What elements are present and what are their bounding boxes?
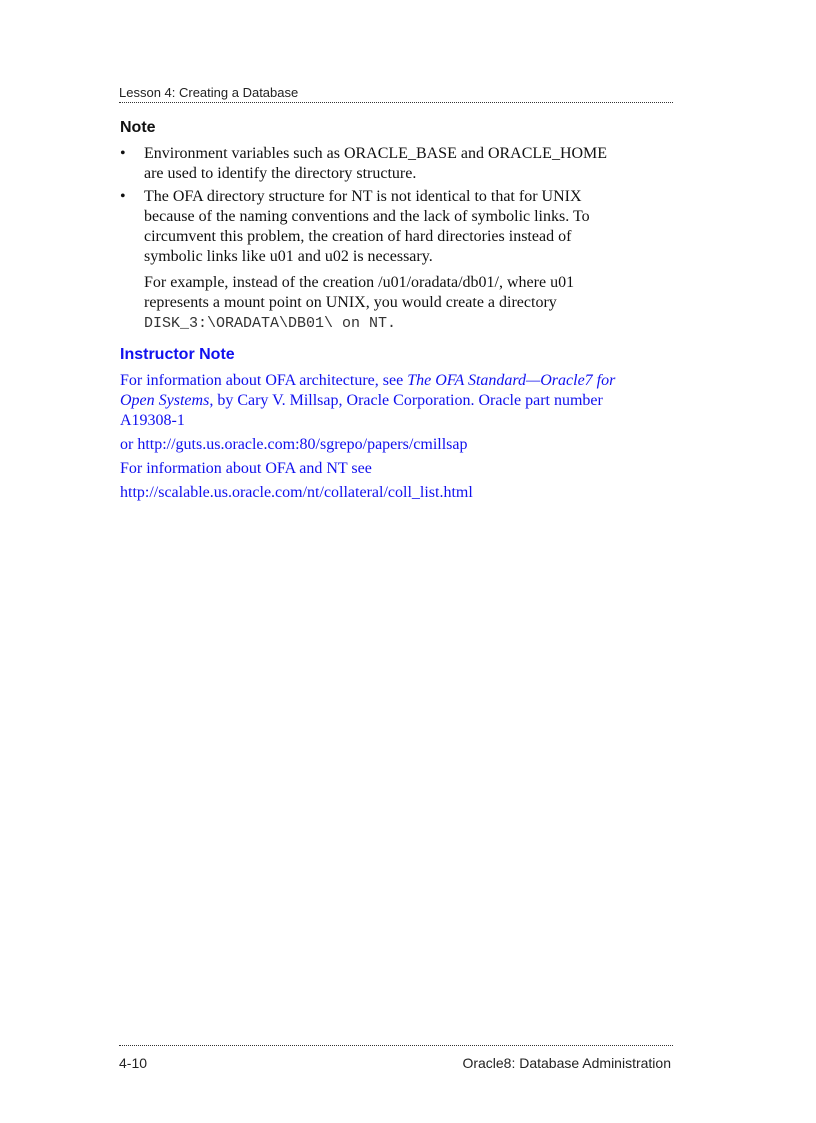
page-number: 4-10 (119, 1055, 148, 1071)
example-paragraph (144, 273, 620, 334)
instructor-paragraph-nt: For information about OFA and NT see (120, 460, 372, 477)
example-path: DISK_3:\ORADATA\DB01\ on NT. (144, 315, 397, 332)
cmillsap-link[interactable]: or http://guts.us.oracle.com:80/sgrepo/papers/cmillsap (120, 436, 468, 453)
book-title: Oracle8: Database Administration (462, 1055, 671, 1071)
bullet-marker: • (120, 145, 126, 162)
ofa-book-title: The OFA Standard—Oracle7 for Open Systems, (120, 372, 616, 409)
bullet-text-ofa-nt: The OFA directory structure for NT is not identical to that for UNIX because of the naming conventions and the lack of symbolic links. To circumvent this problem, the creation of hard directories instead of symbolic links like u01 and u02 is necessary. (144, 188, 590, 265)
running-header: Lesson 4: Creating a Database (119, 85, 673, 103)
list-item (120, 144, 620, 184)
list-item (120, 187, 620, 334)
instructor-paragraph-link1 (120, 435, 620, 455)
bullet-text-env-vars: Environment variables such as ORACLE_BASE and ORACLE_HOME are used to identify the directory structure. (144, 145, 608, 182)
ofa-prefix: For information about OFA architecture, see (120, 372, 408, 389)
coll-list-link[interactable]: http://scalable.us.oracle.com/nt/collateral/coll_list.html (120, 484, 473, 501)
footer-divider (119, 1045, 673, 1046)
note-heading: Note (120, 119, 156, 136)
note-bullet-list (120, 144, 620, 337)
bullet-marker: • (120, 188, 126, 205)
example-text: For example, instead of the creation /u01/oradata/db01/, where u01 represents a mount point on UNIX, you would create a directory (144, 274, 575, 311)
instructor-paragraph-ofa (120, 371, 620, 431)
ofa-suffix: by Cary V. Millsap, Oracle Corporation. Oracle part number A19308-1 (120, 392, 603, 429)
instructor-note-body (120, 371, 620, 507)
instructor-note-heading: Instructor Note (120, 346, 235, 363)
instructor-paragraph-link2 (120, 483, 620, 503)
